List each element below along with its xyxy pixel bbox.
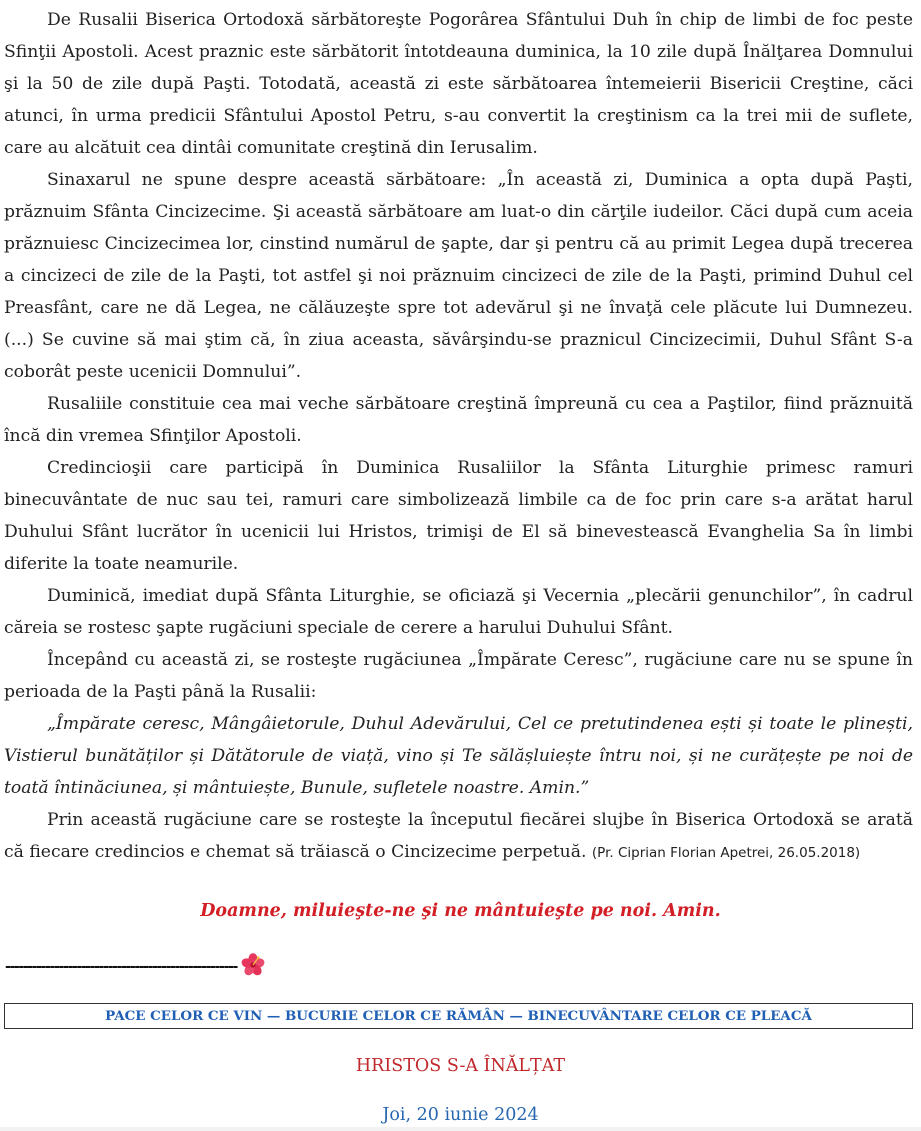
paragraph-closing: [4, 804, 913, 869]
paragraph-vespers: Duminică, imediat după Sfânta Liturghie, se oficiază şi Vecernia „plecării genunchilor”, în cadrul căreia se rostesc şapte rugăciuni speciale de cerere a harului Duhului Sfânt.: [4, 586, 913, 638]
paragraph-sinaxar: Sinaxarul ne spune despre această sărbătoare: „În această zi, Duminica a opta după Paşti, prăznuim Sfânta Cincizecime. Şi această sărbătoare am luat-o din cărţile iudeilor. Căci după cum aceia prăznuiesc Cincizecimea lor, cinstind numărul de şapte, dar şi pentru că au primit Legea după trecerea a cincizeci de zile de la Paşti, tot astfel şi noi prăznuim cincizeci de zile de la Paşti, primind Duhul cel Preasfânt, care ne dă Legea, ne călăuzeşte spre tot adevărul şi ne învaţă cele plăcute lui Dumnezeu. (...) Se cuvine să mai ştim că, în ziua aceasta, săvârşindu-se praznicul Cincizecimii, Duhul Sfânt S-a coborât peste ucenicii Domnului”.: [4, 170, 913, 382]
paragraph-intro: De Rusalii Biserica Ortodoxă sărbătoreşte Pogorârea Sfântului Duh în chip de limbi de foc peste Sfinţii Apostoli. Acest praznic este sărbătorit întotdeauna duminica, la 10 zile după Înălţarea Domnului şi la 50 de zile după Paşti. Totodată, această zi este sărbătoarea întemeierii Bisericii Creştine, căci atunci, în urma predicii Sfântului Apostol Petru, s-au convertit la creştinism ca la trei mii de suflete, care au alcătuit cea dintâi comunitate creştină din Ierusalim.: [4, 10, 913, 158]
paragraph-branches: Credincioşii care participă în Duminica Rusaliilor la Sfânta Liturghie primesc ramuri binecuvântate de nuc sau tei, ramuri care simbolizează limbile ca de foc prin care s-a arătat harul Duhului Sfânt lucrător în ucenicii lui Hristos, trimişi de El să binevestească Evanghelia Sa în limbi diferite la toate neamurile.: [4, 458, 913, 574]
date-line: Joi, 20 iunie 2024: [382, 1105, 539, 1125]
motto-banner: [4, 1003, 913, 1029]
prayer-quote: „Împărate ceresc, Mângâietorule, Duhul Adevărului, Cel ce pretutindenea ești și toate le plinești, Vistierul bunătăților și Dătătorule de viață, vino și Te sălășluiește întru noi, și ne curățește pe noi de toată întinăciunea, și mântuiește, Bunule, sufletele noastre. Amin.”: [4, 714, 913, 798]
greeting: HRISTOS S-A ÎNĂLȚAT: [355, 1056, 566, 1076]
motto-text: PACE CELOR CE VIN — BUCURIE CELOR CE RĂMÂN — BINECUVÂNTARE CELOR CE PLEACĂ: [105, 1008, 812, 1024]
bottom-band: [0, 1127, 921, 1131]
divider-line: [5, 953, 265, 979]
closing-prayer: Doamne, miluieşte-ne şi ne mântuieşte pe noi. Amin.: [200, 901, 721, 921]
paragraph-oldest-feast: Rusaliile constituie cea mai veche sărbătoare creştină împreună cu cea a Paştilor, fiind prăznuită încă din vremea Sfinţilor Apostoli.: [4, 394, 913, 446]
hibiscus-icon: [241, 953, 265, 977]
article-body: [4, 4, 913, 869]
paragraph-heavenly-king: Începând cu această zi, se rosteşte rugăciunea „Împărate Ceresc”, rugăciune care nu se spune în perioada de la Paşti până la Rusalii:: [4, 650, 913, 702]
divider-dashes: ----------------------------------------------------: [5, 959, 237, 975]
closing-text: Prin această rugăciune care se rosteşte la începutul fiecărei slujbe în Biserica Ortodoxă se arată că fiecare credincios e chemat să trăiască o Cincizecime perpetuă.: [4, 810, 913, 862]
attribution: (Pr. Ciprian Florian Apetrei, 26.05.2018): [591, 845, 861, 861]
